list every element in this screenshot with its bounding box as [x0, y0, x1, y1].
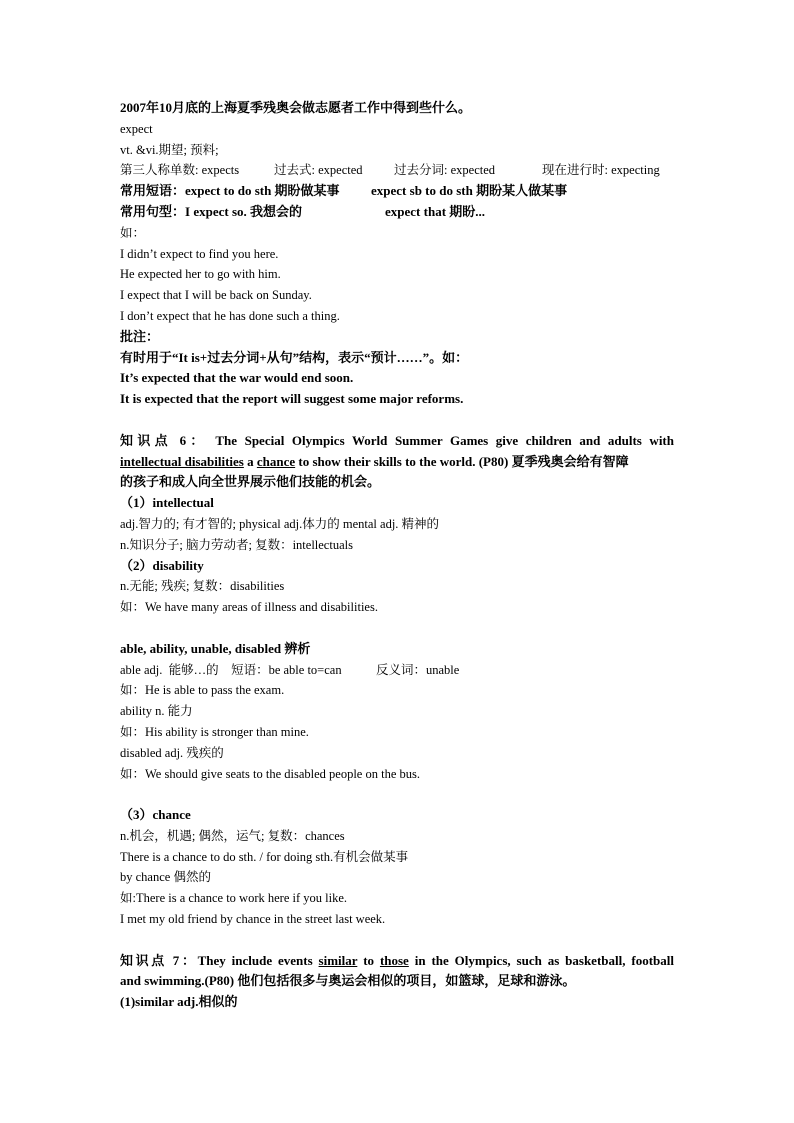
sub2-title: （2）disability	[120, 557, 204, 573]
phrase-1: expect to do sth 期盼做某事	[185, 183, 340, 199]
point7-sub1-title: (1)similar adj.相似的	[120, 994, 238, 1010]
phrases-label: 常用短语：	[120, 183, 186, 199]
point7-underline-2: those	[379, 952, 409, 968]
compare-line: 如：He is able to pass the exam.	[120, 683, 285, 698]
point6-line3: 的孩子和成人向全世界展示他们技能的机会。	[120, 474, 381, 490]
point6-mid: a	[247, 453, 254, 469]
point6-line2	[120, 452, 674, 473]
sub3-line: 如:There is a chance to work here if you like.	[120, 891, 347, 906]
sub1-title: （1）intellectual	[120, 495, 214, 511]
phrases-line	[120, 181, 674, 202]
spacer	[120, 930, 674, 951]
point7-line2: and swimming.(P80) 他们包括很多与奥运会相似的项目，如篮球，足球和游泳。	[120, 973, 576, 989]
point7-pre: They include events	[197, 952, 313, 968]
point6-line1	[120, 431, 674, 452]
point7-line1	[120, 951, 674, 972]
section-title: 2007年10月底的上海夏季残奥会做志愿者工作中得到些什么。	[120, 100, 472, 115]
sub3-line: There is a chance to do sth. / for doing sth.有机会做某事	[120, 849, 409, 864]
point6-label: 知识点 6：	[120, 432, 208, 448]
phrase-2: expect sb to do sth 期盼某人做某事	[371, 183, 568, 199]
note-text: 有时用于“It is+过去分词+从句”结构，表示“预计……”。如：	[120, 349, 469, 365]
compare-title: able, ability, unable, disabled 辨析	[120, 640, 311, 656]
word-pos: vt. &vi.期望; 预料;	[120, 142, 219, 157]
point7-underline-1: similar	[318, 952, 358, 968]
compare-line: 如：We should give seats to the disabled people on the bus.	[120, 766, 420, 781]
examples-label: 如：	[120, 225, 146, 240]
patterns-line	[120, 202, 674, 223]
point7-post: in the Olympics, such as basketball, football	[414, 952, 674, 968]
point7-label: 知识点 7：	[120, 952, 198, 968]
word-forms	[120, 160, 674, 181]
spacer	[120, 618, 674, 639]
point7-mid: to	[363, 952, 375, 968]
example-line: I don’t expect that he has done such a thing.	[120, 308, 340, 323]
note-example: It is expected that the report will suggest some major reforms.	[120, 391, 464, 407]
patterns-label: 常用句型：	[120, 203, 186, 219]
note-example: It’s expected that the war would end soon.	[120, 370, 354, 386]
sub1-line: adj.智力的; 有才智的; physical adj.体力的 mental adj. 精神的	[120, 516, 440, 531]
sub1-line: n.知识分子; 脑力劳动者; 复数：intellectuals	[120, 537, 353, 552]
spacer	[120, 410, 674, 431]
compare-line: disabled adj. 残疾的	[120, 745, 224, 760]
example-line: I didn’t expect to find you here.	[120, 246, 279, 261]
sub3-line: by chance 偶然的	[120, 870, 211, 885]
compare-line: able adj. 能够…的 短语：be able to=can 反义词：unable	[120, 662, 460, 677]
point6-underline-1: intellectual disabilities	[120, 453, 244, 469]
pattern-1: I expect so. 我想会的	[185, 203, 303, 219]
sub3-line: I met my old friend by chance in the street last week.	[120, 912, 386, 927]
compare-line: 如：His ability is stronger than mine.	[120, 724, 309, 739]
form-past: 过去式: expected	[274, 163, 363, 178]
form-third: 第三人称单数: expects	[120, 163, 240, 178]
form-ing: 现在进行时: expecting	[542, 163, 660, 178]
pattern-2: expect that 期盼...	[385, 203, 486, 219]
sub3-title: （3）chance	[120, 807, 191, 823]
note-label: 批注：	[120, 328, 160, 344]
sub3-line: n.机会，机遇; 偶然，运气; 复数：chances	[120, 828, 345, 843]
example-line: He expected her to go with him.	[120, 267, 281, 282]
word-expect: expect	[120, 121, 153, 136]
compare-line: ability n. 能力	[120, 704, 193, 719]
document-page	[120, 98, 674, 1013]
point6-text1: The Special Olympics World Summer Games give children and adults with	[215, 432, 674, 448]
example-line: I expect that I will be back on Sunday.	[120, 288, 312, 303]
sub2-line: n.无能; 残疾; 复数：disabilities	[120, 579, 285, 594]
sub2-line: 如：We have many areas of illness and disabilities.	[120, 600, 378, 615]
spacer	[120, 784, 674, 805]
form-pp: 过去分词: expected	[394, 163, 496, 178]
point6-underline-2: chance	[256, 453, 296, 469]
point6-rest: to show their skills to the world. (P80) 夏季残奥会给有智障	[298, 453, 629, 469]
